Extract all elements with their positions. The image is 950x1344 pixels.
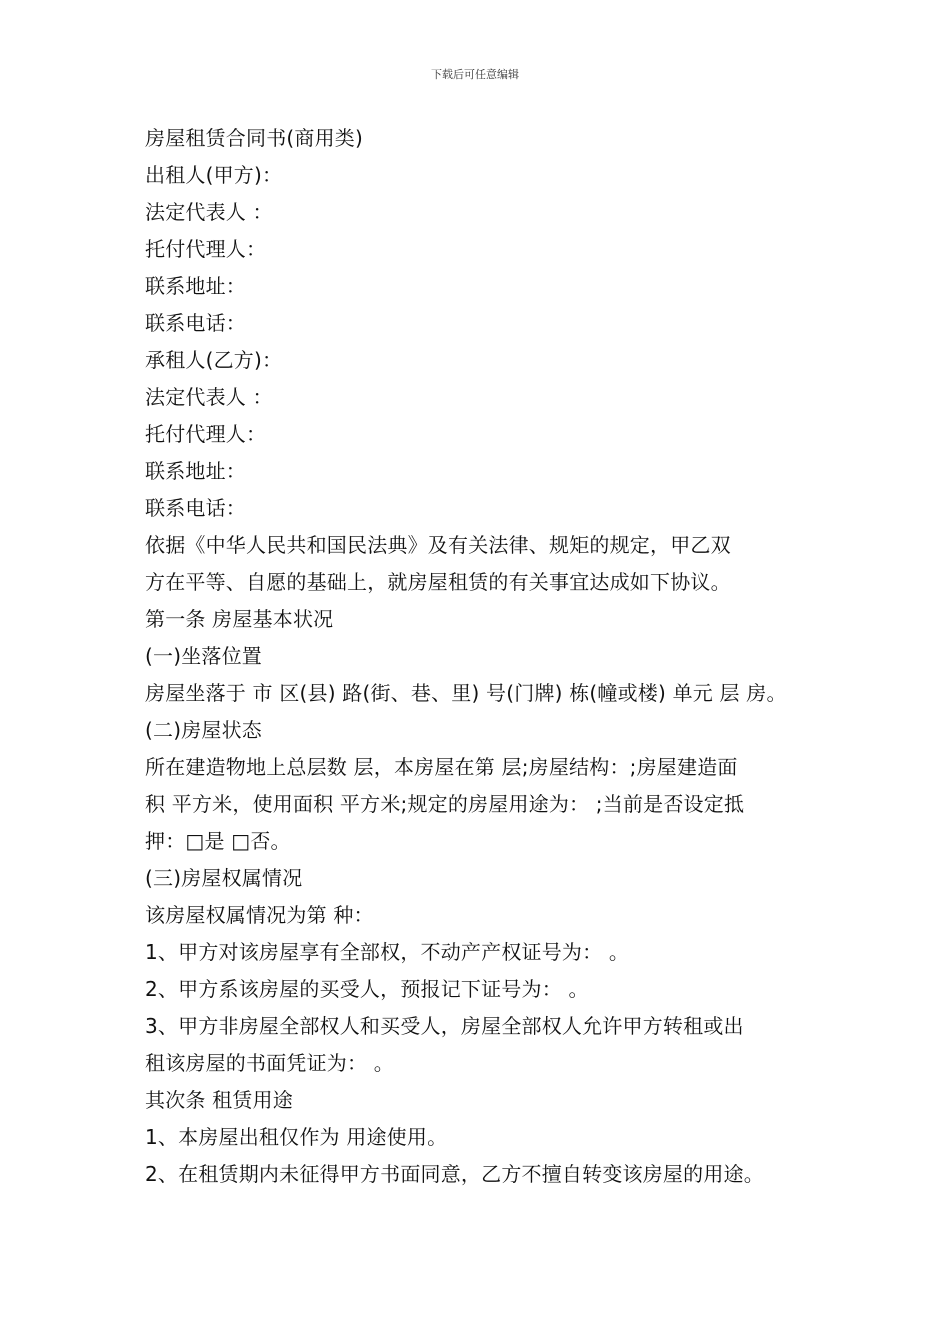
lessor-label: 出租人(甲方)： bbox=[145, 163, 283, 187]
lessee-label: 承租人(乙方)： bbox=[145, 348, 283, 372]
ownership-intro: 该房屋权属情况为第 种： bbox=[145, 903, 374, 927]
lessor-address: 联系地址： bbox=[145, 274, 246, 298]
lessor-phone: 联系电话： bbox=[145, 311, 246, 335]
preamble-line-2: 方在平等、自愿的基础上，就房屋租赁的有关事宜达成如下协议。 bbox=[145, 570, 731, 594]
usage-item-1: 1、本房屋出租仅作为 用途使用。 bbox=[145, 1125, 448, 1149]
lessee-phone: 联系电话： bbox=[145, 496, 246, 520]
section-location-heading: (一)坐落位置 bbox=[145, 644, 263, 668]
article-2-heading: 其次条 租赁用途 bbox=[145, 1088, 293, 1112]
status-text-line-2: 积 平方米，使用面积 平方米;规定的房屋用途为： ;当前是否设定抵 bbox=[145, 792, 745, 816]
ownership-item-2: 2、甲方系该房屋的买受人，预报记下证号为： 。 bbox=[145, 977, 589, 1001]
article-1-heading: 第一条 房屋基本状况 bbox=[145, 607, 334, 631]
ownership-item-3-line-2: 租该房屋的书面凭证为： 。 bbox=[145, 1051, 394, 1075]
section-ownership-heading: (三)房屋权属情况 bbox=[145, 866, 303, 890]
lessor-agent: 托付代理人： bbox=[145, 237, 267, 261]
document-body bbox=[145, 120, 835, 1193]
ownership-item-1: 1、甲方对该房屋享有全部权，不动产产权证号为： 。 bbox=[145, 940, 630, 964]
page-header: 下载后可任意编辑 bbox=[431, 68, 519, 81]
section-status-heading: (二)房屋状态 bbox=[145, 718, 263, 742]
status-text-line-1: 所在建造物地上总层数 层，本房屋在第 层;房屋结构：;房屋建造面 bbox=[145, 755, 738, 779]
document-title: 房屋租赁合同书(商用类) bbox=[145, 126, 364, 150]
lessor-legal-rep: 法定代表人 ： bbox=[145, 200, 273, 224]
lessee-address: 联系地址： bbox=[145, 459, 246, 483]
location-text: 房屋坐落于 市 区(县) 路(街、巷、里) 号(门牌) 栋(幢或楼) 单元 层 房。 bbox=[145, 681, 787, 705]
usage-item-2: 2、在租赁期内未征得甲方书面同意，乙方不擅自转变该房屋的用途。 bbox=[145, 1162, 764, 1186]
preamble-line-1: 依据《中华人民共和国民法典》及有关法律、规矩的规定，甲乙双 bbox=[145, 533, 731, 557]
lessee-agent: 托付代理人： bbox=[145, 422, 267, 446]
lessee-legal-rep: 法定代表人 ： bbox=[145, 385, 273, 409]
ownership-item-3-line-1: 3、甲方非房屋全部权人和买受人，房屋全部权人允许甲方转租或出 bbox=[145, 1014, 744, 1038]
status-text-line-3: 押：□是 □否。 bbox=[145, 829, 291, 853]
